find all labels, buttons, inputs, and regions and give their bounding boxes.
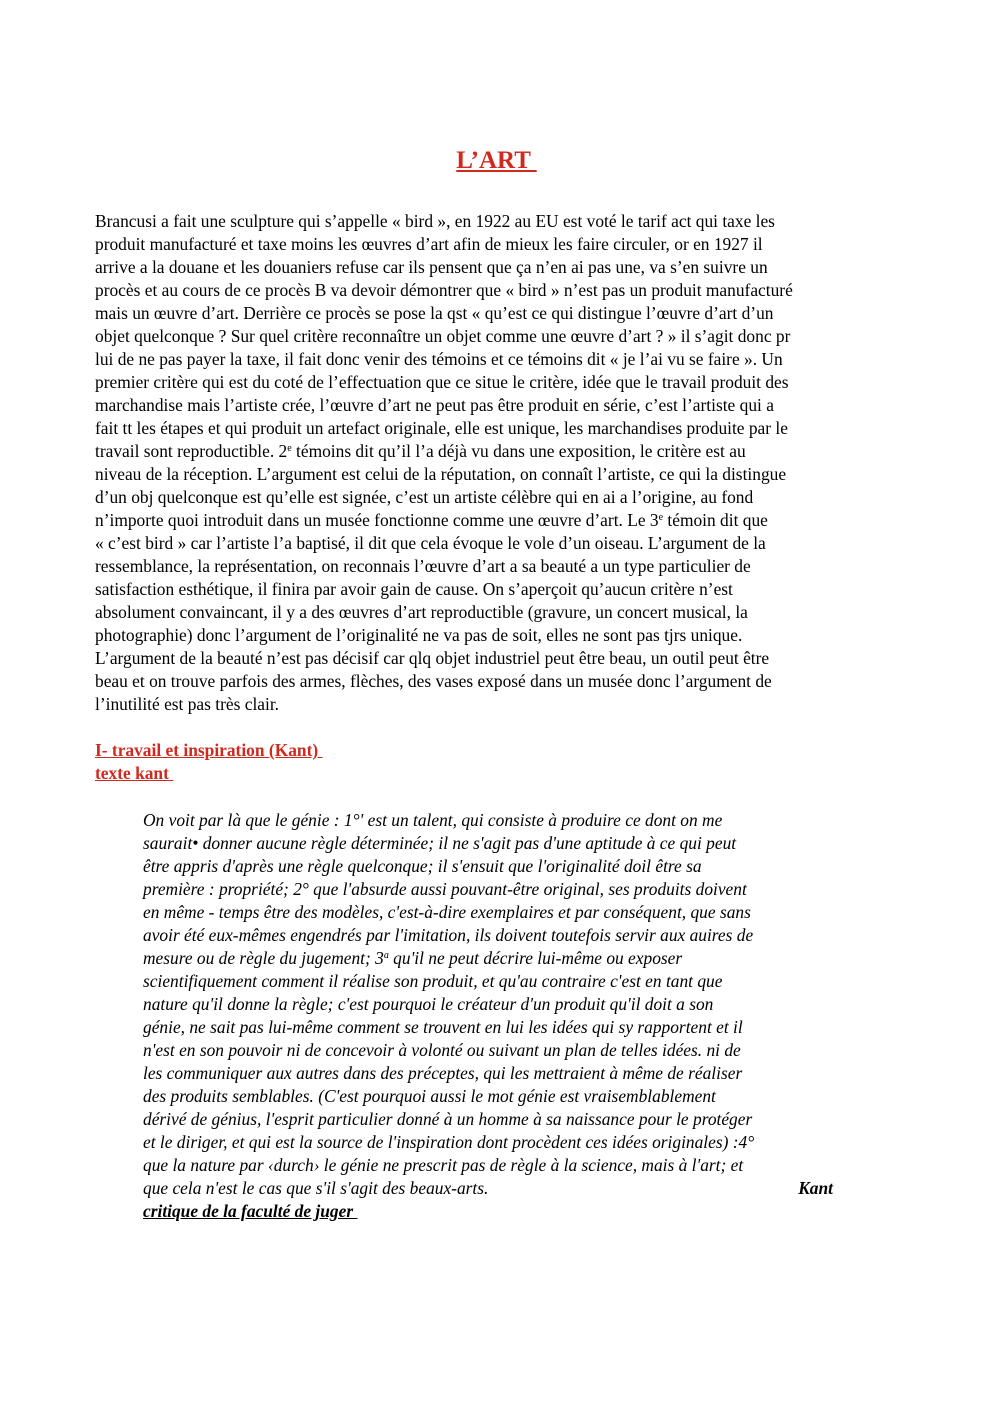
intro-paragraph bbox=[95, 210, 901, 716]
quote-line: des produits semblables. (C'est pourquoi aussi le mot génie est vraisemblablement bbox=[143, 1086, 716, 1106]
intro-line: niveau de la réception. L’argument est celui de la réputation, on connaît l’artiste, ce qui la distingue bbox=[95, 464, 787, 484]
quote-line: génie, ne sait pas lui-même comment se trouvent en lui les idées qui sy rapportent et il bbox=[143, 1017, 743, 1037]
quote-source: critique de la faculté de juger bbox=[143, 1201, 358, 1221]
quote-line: être appris d'après une règle quelconque; il s'ensuit que l'originalité doil être sa bbox=[143, 856, 702, 876]
kant-quote bbox=[143, 809, 843, 1223]
subheading-kant-text: texte kant bbox=[95, 763, 174, 783]
page-title: L’ART bbox=[456, 147, 537, 174]
quote-last-text: que cela n'est le cas que s'il s'agit des beaux-arts. bbox=[143, 1178, 489, 1198]
quote-line: les communiquer aux autres dans des préceptes, qui les mettraient à même de réaliser bbox=[143, 1063, 743, 1083]
intro-line: objet quelconque ? Sur quel critère reconnaître un objet comme une œuvre d’art ? » il s’agit donc pr bbox=[95, 326, 791, 346]
intro-line: fait tt les étapes et qui produit un artefact originale, elle est unique, les marchandises produite par le bbox=[95, 418, 788, 438]
quote-line: On voit par là que le génie : 1°' est un talent, qui consiste à produire ce dont on me bbox=[143, 810, 723, 830]
intro-line: « c’est bird » car l’artiste l’a baptisé, il dit que cela évoque le vole d’un oiseau. L’argument de la bbox=[95, 533, 766, 553]
quote-body bbox=[143, 809, 843, 1177]
intro-line: produit manufacturé et taxe moins les œuvres d’art afin de mieux les faire circuler, or en 1927 il bbox=[95, 234, 763, 254]
intro-line: mais un œuvre d’art. Derrière ce procès se pose la qst « qu’est ce qui distingue l’œuvre d’art d’un bbox=[95, 303, 774, 323]
intro-line bbox=[95, 440, 901, 463]
text-segment: témoins dit qu’il l’a déjà vu dans une exposition, le critère est au bbox=[291, 441, 746, 461]
quote-line: première : propriété; 2° que l'absurde aussi pouvant-être original, ses produits doivent bbox=[143, 879, 747, 899]
quote-line: scientifiquement comment il réalise son produit, et qu'au contraire c'est en tant que bbox=[143, 971, 723, 991]
intro-line: lui de ne pas payer la taxe, il fait donc venir des témoins et ce témoins dit « je l’ai vu se faire ». Un bbox=[95, 349, 783, 369]
intro-line: L’argument de la beauté n’est pas décisif car qlq objet industriel peut être beau, un outil peut être bbox=[95, 648, 770, 668]
intro-line: l’inutilité est pas très clair. bbox=[95, 694, 280, 714]
intro-line: d’un obj quelconque est qu’elle est signée, c’est un artiste célèbre qui en ai a l’origine, au fond bbox=[95, 487, 754, 507]
quote-line: nature qu'il donne la règle; c'est pourquoi le créateur d'un produit qu'il doit a son bbox=[143, 994, 714, 1014]
intro-line: procès et au cours de ce procès B va devoir démontrer que « bird » n’est pas un produit manufacturé bbox=[95, 280, 793, 300]
quote-line: en même - temps être des modèles, c'est-à-dire exemplaires et par conséquent, que sans bbox=[143, 902, 751, 922]
intro-line: Brancusi a fait une sculpture qui s’appelle « bird », en 1922 au EU est voté le tarif act qui taxe les bbox=[95, 211, 775, 231]
intro-line: satisfaction esthétique, il finira par avoir gain de cause. On s’aperçoit qu’aucun critère n’est bbox=[95, 579, 733, 599]
intro-line: photographie) donc l’argument de l’originalité ne va pas de soit, elles ne sont pas tjrs unique. bbox=[95, 625, 743, 645]
superscript: e bbox=[287, 443, 292, 454]
superscript: a bbox=[383, 950, 389, 961]
text-segment: témoin dit que bbox=[663, 510, 768, 530]
quote-line: saurait• donner aucune règle déterminée; il ne s'agit pas d'une aptitude à ce qui peut bbox=[143, 833, 737, 853]
section-heading: I- travail et inspiration (Kant) bbox=[95, 740, 323, 760]
superscript: e bbox=[658, 512, 664, 523]
intro-line: absolument convaincant, il y a des œuvres d’art reproductible (gravure, un concert musical, la bbox=[95, 602, 748, 622]
intro-line: arrive a la douane et les douaniers refuse car ils pensent que ça n’en ai pas une, va s’en suivre un bbox=[95, 257, 768, 277]
intro-line: beau et on trouve parfois des armes, flèches, des vases exposé dans un musée donc l’argument de bbox=[95, 671, 772, 691]
quote-line: dérivé de génius, l'esprit particulier donné à un homme à sa naissance pour le protéger bbox=[143, 1109, 753, 1129]
intro-line bbox=[95, 509, 901, 532]
text-segment: qu'il ne peut décrire lui-même ou exposer bbox=[388, 948, 683, 968]
quote-author: Kant bbox=[798, 1178, 833, 1198]
text-segment: n’importe quoi introduit dans un musée fonctionne comme une œuvre d’art. Le 3 bbox=[95, 510, 659, 530]
text-segment: mesure ou de règle du jugement; 3 bbox=[143, 948, 384, 968]
quote-line: et le diriger, et qui est la source de l'inspiration dont procèdent ces idées originales) :4° bbox=[143, 1132, 755, 1152]
quote-line: n'est en son pouvoir ni de concevoir à volonté ou suivant un plan de telles idées. ni de bbox=[143, 1040, 741, 1060]
quote-last-line bbox=[143, 1177, 833, 1200]
quote-line: avoir été eux-mêmes engendrés par l'imitation, ils doivent toutefois servir aux auires de bbox=[143, 925, 754, 945]
intro-line: ressemblance, la représentation, on reconnais l’œuvre d’art a sa beauté a un type particulier de bbox=[95, 556, 751, 576]
text-segment: travail sont reproductible. 2 bbox=[95, 441, 288, 461]
intro-line: premier critère qui est du coté de l’effectuation que ce situe le critère, idée que le travail produit des bbox=[95, 372, 789, 392]
quote-line: que la nature par ‹durch› le génie ne prescrit pas de règle à la science, mais à l'art; et bbox=[143, 1155, 744, 1175]
intro-line: marchandise mais l’artiste crée, l’œuvre d’art ne peut pas être produit en série, c’est l’artiste qui a bbox=[95, 395, 774, 415]
quote-line bbox=[143, 947, 843, 970]
